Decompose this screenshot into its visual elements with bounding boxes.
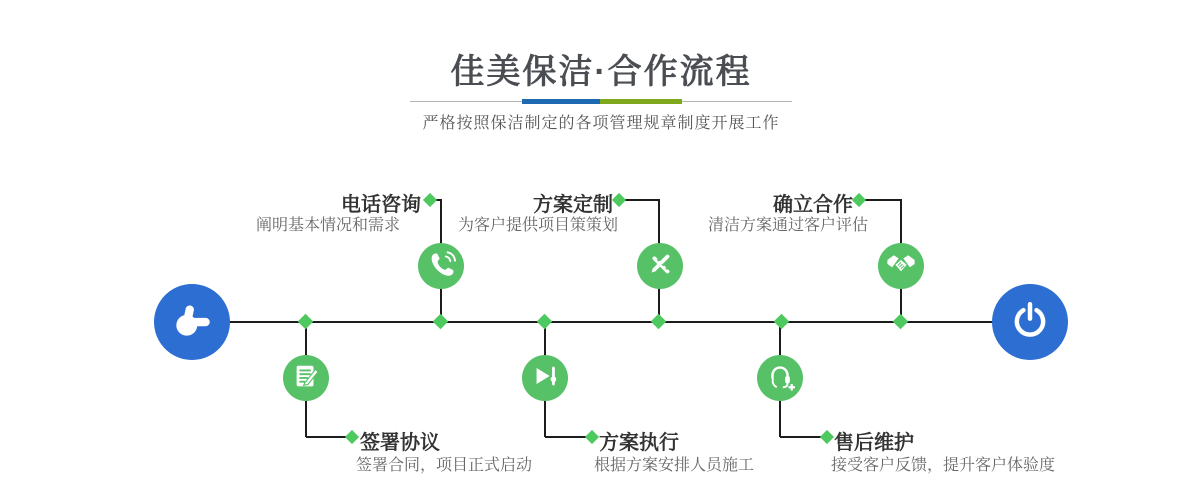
step-label: 方案执行 bbox=[599, 432, 679, 454]
divider-blue-segment bbox=[522, 99, 600, 104]
step-desc: 阐明基本情况和需求 bbox=[256, 217, 401, 234]
step-node-plan-execute bbox=[522, 355, 568, 401]
headset-plus-icon bbox=[765, 361, 795, 396]
connector-elbow bbox=[780, 436, 823, 438]
flow-start-node bbox=[154, 284, 230, 360]
page-subtitle: 严格按照保洁制定的各项管理规章制度开展工作 bbox=[422, 115, 780, 132]
timeline-junction-diamond bbox=[433, 314, 449, 330]
connector-elbow bbox=[863, 199, 902, 201]
step-desc: 根据方案安排人员施工 bbox=[594, 457, 755, 474]
step-node-aftersales bbox=[757, 355, 803, 401]
step-node-sign-agreement bbox=[283, 355, 329, 401]
timeline-junction-diamond bbox=[774, 314, 790, 330]
divider-green-segment bbox=[600, 99, 682, 104]
pencil-ruler-icon bbox=[645, 249, 675, 284]
step-node-phone-consult bbox=[418, 243, 464, 289]
page-title: 佳美保洁·合作流程 bbox=[450, 53, 752, 91]
connector-elbow bbox=[545, 436, 588, 438]
step-desc: 为客户提供项目策策划 bbox=[458, 217, 619, 234]
step-desc: 接受客户反馈，提升客户体验度 bbox=[831, 457, 1056, 474]
label-diamond bbox=[345, 430, 359, 444]
timeline-junction-diamond bbox=[537, 314, 553, 330]
title-divider bbox=[410, 99, 792, 104]
handshake-icon bbox=[885, 249, 917, 284]
step-label: 电话咨询 bbox=[341, 194, 421, 216]
label-diamond bbox=[612, 193, 626, 207]
timeline-junction-diamond bbox=[298, 314, 314, 330]
connector-elbow bbox=[306, 436, 348, 438]
label-diamond bbox=[852, 193, 866, 207]
flow-end-node bbox=[992, 284, 1068, 360]
step-node-plan-custom bbox=[637, 243, 683, 289]
label-diamond bbox=[423, 193, 437, 207]
timeline-junction-diamond bbox=[651, 314, 667, 330]
phone-icon bbox=[426, 249, 456, 284]
label-diamond bbox=[820, 430, 834, 444]
connector-elbow bbox=[623, 199, 660, 201]
power-icon bbox=[1009, 299, 1051, 346]
label-diamond bbox=[585, 430, 599, 444]
step-label: 确立合作 bbox=[773, 194, 853, 216]
step-label: 签署协议 bbox=[360, 432, 440, 454]
step-desc: 清洁方案通过客户评估 bbox=[708, 217, 869, 234]
step-label: 方案定制 bbox=[533, 194, 613, 216]
step-node-confirm-coop bbox=[878, 243, 924, 289]
step-label: 售后维护 bbox=[834, 432, 914, 454]
play-execute-icon bbox=[530, 361, 560, 396]
pointing-hand-icon bbox=[169, 297, 215, 348]
timeline-junction-diamond bbox=[893, 314, 909, 330]
document-pen-icon bbox=[291, 361, 321, 396]
step-desc: 签署合同，项目正式启动 bbox=[356, 457, 533, 474]
